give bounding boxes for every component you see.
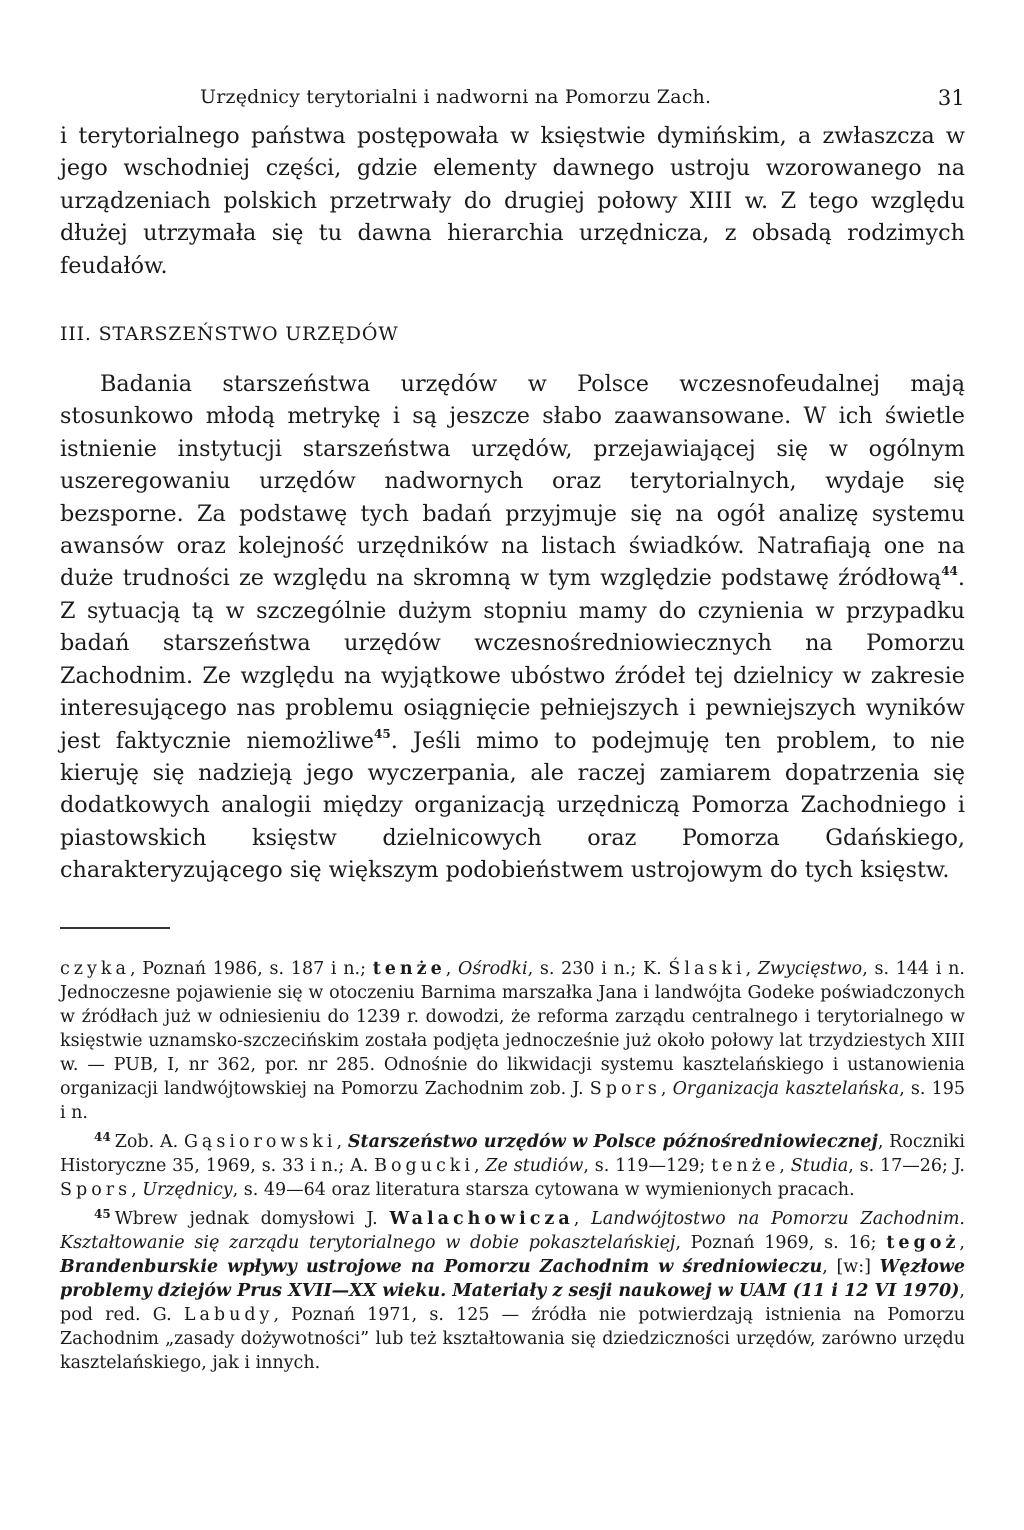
section-heading: III. STARSZEŃSTWO URZĘDÓW [60,323,399,346]
footnote-mark: 44 [94,1129,111,1144]
footnote-44: $^{44}$ Zob. A. Gąsiorowski, Starszeństwo urzędów w Polsce późnośredniowiecznej, Roczniki Historyczne 35, 1969, s. 33 i n.; A. Bogucki, Ze studiów, s. 119—129; tenże, Studia, s. 17—26; J. Spors, Urzędnicy, s. 49—64 oraz literatura starsza cytowana w wymienionych pracach. [60,1129,965,1200]
footnote-ref-44[interactable]: 44 [941,564,958,579]
paragraph-continuation: i terytorialnego państwa postępowała w księstwie dymińskim, a zwłaszcza w jego wschodniej części, gdzie elementy dawnego ustroju wzorowanego na urządzeniach polskich przetrwały do drugiej połowy XIII w. Z tego względu dłużej utrzymała się tu dawna hierarchia urzędnicza, z obsadą rodzimych feudałów. [60,123,965,279]
footnote-mark: 45 [94,1206,111,1221]
paragraph-text: . Jeśli mimo to podejmuję ten problem, to nie kieruję się nadzieją jego wyczerpania, ale raczej zamiarem dopatrzenia się dodatkowych analogii między organizacją urzędniczą Pomorza Zachodniego i piastowskich księstw dzielnicowych oraz Pomorza Gdańskiego, charakteryzującego się większym podobieństwem ustrojowym do tych księstw. [60,727,966,884]
footnotes [60,957,965,1375]
footnote-ref-45[interactable]: 45 [374,726,391,741]
page [60,86,965,1375]
running-title: Urzędnicy terytorialni i nadworni na Pomorzu Zach. [200,86,712,108]
page-number: 31 [937,86,965,110]
running-header [60,86,965,120]
footnote-45: $^{45}$ Wbrew jednak domysłowi J. Walachowicza, Landwójtostwo na Pomorzu Zachodnim. Kształtowanie się zarządu terytorialnego w dobie pokasztelańskiej, Poznań 1969, s. 16; tegoż, Brandenburskie wpływy ustrojowe na Pomorzu Zachodnim w średniowieczu, [w:] Węzłowe problemy dziejów Prus XVII—XX wieku. Materiały z sesji naukowej w UAM (11 i 12 VI 1970), pod red. G. Labudy, Poznań 1971, s. 125 — źródła nie potwierdzają istnienia na Pomorzu Zachodnim „zasady dożywotności” lub też kształtowania się dziedziczności urzędów, zarówno urzędu kasztelańskiego, jak i innych. [60,1206,965,1373]
paragraph-text: Badania starszeństwa urzędów w Polsce wczesnofeudalnej mają stosunkowo młodą metrykę i są jeszcze słabo zaawansowane. W ich świetle istnienie instytucji starszeństwa urzędów, przejawiającej się w ogólnym uszeregowaniu urzędów nadwornych oraz terytorialnych, wydaje się bezsporne. Za podstawę tych badań przyjmuje się na ogół analizę systemu awansów oraz kolejność urzędników na listach świadków. Natrafiają one na duże trudności ze względu na skromną w tym względzie podstawę źródłową [60,371,965,592]
paragraph-text: . Z sytuacją tą w szczególnie dużym stopniu mamy do czynienia w przypadku badań starszeństwa urzędów wczesnośredniowiecznych na Pomorzu Zachodnim. Ze względu na wyjątkowe ubóstwo źródeł tej dzielnicy w zakresie interesującego nas problemu osiągnięcie pełniejszych i pewniejszych wyników jest faktycznie niemożliwe [60,565,965,754]
footnote-continuation: czyka, Poznań 1986, s. 187 i n.; tenże, Ośrodki, s. 230 i n.; K. Ślaski, Zwycięstwo, s. 144 i n. Jednoczesne pojawienie się w otoczeniu Barnima marszałka Jana i landwójta Godeke poświadczonych w źródłach już w odniesieniu do 1239 r. dowodzi, że reforma zarządu centralnego i terytorialnego w księstwie uznamsko-szczecińskim została podjęta jednocześnie już około połowy lat trzydziestych XIII w. — PUB, I, nr 362, por. nr 285. Odnośnie do likwidacji systemu kasztelańskiego i ustanowienia organizacji landwójtowskiej na Pomorzu Zachodnim zob. J. Spors, Organizacja kasztelańska, s. 195 i n. [60,958,965,1123]
footnote-separator [60,927,170,929]
paragraph-main [60,368,965,887]
